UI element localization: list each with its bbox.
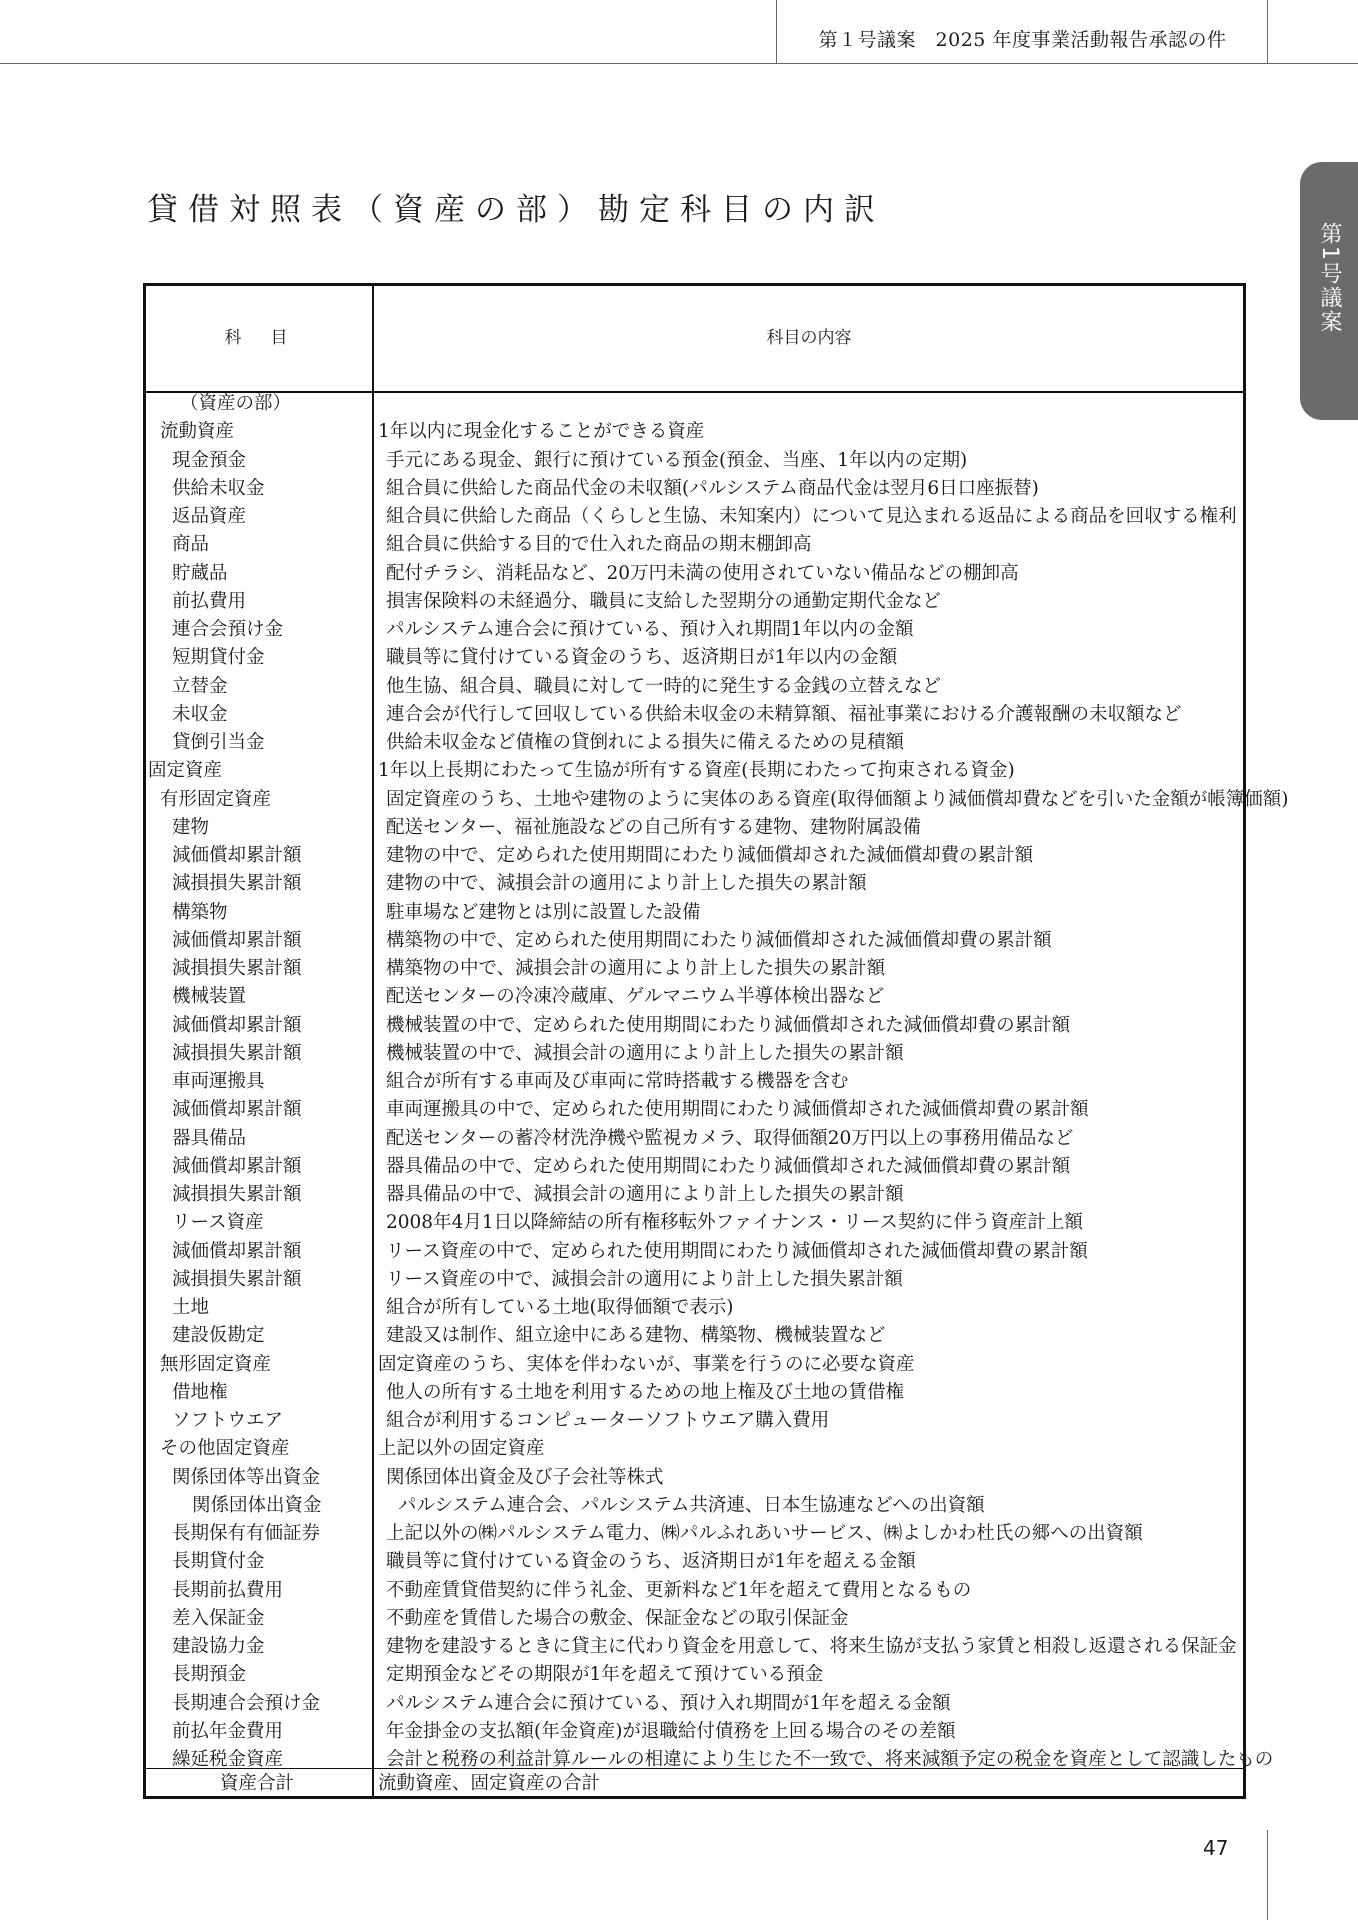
- table-row: [146, 1322, 1243, 1350]
- account-description: 組合員に供給した商品（くらしと生協、未知案内）について見込まれる返品による商品を回収する権利: [386, 506, 1237, 527]
- account-name: 器具備品: [172, 1127, 247, 1149]
- table-row: [146, 644, 1243, 672]
- account-description: 構築物の中で、減損会計の適用により計上した損失の累計額: [386, 958, 886, 979]
- account-description: 1年以内に現金化することができる資産: [378, 421, 705, 443]
- account-name: 機械装置: [172, 986, 247, 1008]
- account-description: 関係団体出資金及び子会社等株式: [386, 1466, 664, 1488]
- account-name: 減価償却累計額: [172, 1240, 302, 1262]
- account-name: 構築物: [172, 901, 228, 923]
- account-name: 現金預金: [172, 449, 247, 471]
- account-description: 配送センター、福祉施設などの自己所有する建物、建物附属設備: [386, 816, 922, 838]
- table-row: [146, 701, 1243, 729]
- account-name: 繰延税金資産: [172, 1749, 284, 1770]
- account-description: 手元にある現金、銀行に預けている預金(預金、当座、1年以内の定期): [386, 449, 968, 471]
- table-row: [146, 1690, 1243, 1718]
- header-divider-left: [776, 0, 777, 64]
- account-name: 減損損失累計額: [172, 1184, 302, 1205]
- account-description: 配付チラシ、消耗品など、20万円未満の使用されていない備品などの棚卸高: [386, 562, 1019, 584]
- account-description: 駐車場など建物とは別に設置した設備: [386, 901, 701, 923]
- account-description: 配送センターの蓄冷材洗浄機や監視カメラ、取得価額20万円以上の事務用備品など: [386, 1127, 1074, 1149]
- account-name: 減価償却累計額: [172, 1014, 302, 1036]
- table-row: [146, 1661, 1243, 1689]
- account-description: 固定資産のうち、実体を伴わないが、事業を行うのに必要な資産: [378, 1353, 915, 1375]
- account-name: 貯蔵品: [172, 562, 228, 584]
- account-description: 他人の所有する土地を利用するための地上権及び土地の賃借権: [386, 1381, 905, 1403]
- table-row: [146, 1492, 1243, 1520]
- account-description: 建物を建設するときに貸主に代わり資金を用意して、将来生協が支払う家賃と相殺し返還される保証金: [386, 1636, 1237, 1657]
- account-description: 組合が利用するコンピューターソフトウエア購入費用: [386, 1410, 830, 1431]
- account-description: 車両運搬具の中で、定められた使用期間にわたり減価償却された減価償却費の累計額: [386, 1099, 1089, 1121]
- account-name: 建設協力金: [172, 1636, 265, 1657]
- account-description: 固定資産のうち、土地や建物のように実体のある資産(取得価額より減価償却費などを引いた金額が帳簿価額): [386, 788, 1289, 810]
- table-row: [146, 786, 1289, 814]
- account-name: 減価償却累計額: [172, 929, 302, 951]
- account-name: 長期連合会預け金: [172, 1692, 321, 1714]
- account-name: 無形固定資産: [160, 1353, 272, 1375]
- account-description: パルシステム連合会に預けている、預け入れ期間1年以内の金額: [386, 619, 914, 640]
- column-header-description: 科目の内容: [766, 328, 852, 348]
- account-description: パルシステム連合会、パルシステム共済連、日本生協連などへの出資額: [398, 1494, 985, 1516]
- account-name: 建設仮勘定: [172, 1325, 265, 1347]
- table-row: [146, 1435, 1243, 1463]
- account-description: 年金掛金の支払額(年金資産)が退職給付債務を上回る場合のその差額: [386, 1720, 956, 1742]
- table-body: [146, 390, 1289, 1774]
- account-description: 構築物の中で、定められた使用期間にわたり減価償却された減価償却費の累計額: [386, 929, 1052, 951]
- account-name: 減損損失累計額: [172, 958, 302, 979]
- account-name: 減損損失累計額: [172, 1042, 302, 1064]
- account-description: 器具備品の中で、減損会計の適用により計上した損失の累計額: [386, 1184, 904, 1205]
- table-row: [146, 729, 1243, 757]
- account-name: 供給未収金: [172, 477, 265, 499]
- account-description: 他生協、組合員、職員に対して一時的に発生する金銭の立替えなど: [386, 675, 942, 697]
- total-account: 資産合計: [220, 1773, 295, 1794]
- table-row: [146, 390, 1243, 418]
- table-row: [146, 1520, 1243, 1548]
- table-row: [146, 673, 1243, 701]
- account-description: パルシステム連合会に預けている、預け入れ期間が1年を超える金額: [386, 1692, 951, 1714]
- table-row: [146, 447, 1243, 475]
- page-title: 貸借対照表（資産の部）勘定科目の内訳: [147, 192, 885, 228]
- table-row: [146, 1718, 1243, 1746]
- account-description: 建物の中で、定められた使用期間にわたり減価償却された減価償却費の累計額: [386, 845, 1034, 866]
- account-name: 貸倒引当金: [172, 732, 265, 753]
- table-row: [146, 1605, 1243, 1633]
- table-row: [146, 503, 1243, 531]
- table-row: [146, 899, 1243, 927]
- account-description: 上記以外の固定資産: [378, 1438, 545, 1460]
- account-name: 固定資産: [148, 760, 223, 782]
- account-description: リース資産の中で、減損会計の適用により計上した損失累計額: [386, 1268, 903, 1290]
- page-number: 47: [1203, 1836, 1229, 1860]
- account-name: 減損損失累計額: [172, 1268, 302, 1290]
- account-description: 定期預金などその期限が1年を超えて預けている預金: [386, 1664, 824, 1686]
- account-name: 減価償却累計額: [172, 845, 302, 866]
- side-tab-label: 第1号議案: [1317, 222, 1342, 334]
- table-row: [146, 870, 1243, 898]
- account-name: 前払年金費用: [172, 1720, 284, 1742]
- table-row: [146, 927, 1243, 955]
- account-name: 長期預金: [172, 1664, 247, 1686]
- table-row: [146, 842, 1243, 870]
- table-row: [146, 588, 1243, 616]
- account-name: 減価償却累計額: [172, 1155, 302, 1177]
- account-description: 建物の中で、減損会計の適用により計上した損失の累計額: [386, 873, 867, 895]
- table-row: [146, 616, 1243, 644]
- account-description: 損害保険料の未経過分、職員に支給した翌期分の通勤定期代金など: [386, 590, 942, 612]
- table-row: [146, 983, 1243, 1011]
- account-description: 組合員に供給する目的で仕入れた商品の期末棚卸高: [386, 534, 812, 556]
- column-header-account: 科 目: [224, 328, 294, 348]
- account-description: 職員等に貸付けている資金のうち、返済期日が1年以内の金額: [386, 647, 898, 669]
- account-name: 長期保有有価証券: [172, 1523, 321, 1544]
- table-row: [146, 1577, 1243, 1605]
- account-name: （資産の部）: [180, 393, 292, 414]
- table-row: [146, 1125, 1243, 1153]
- table-row: [146, 757, 1243, 785]
- table-row: [146, 1351, 1243, 1379]
- account-description: 建設又は制作、組立途中にある建物、構築物、機械装置など: [386, 1325, 886, 1347]
- table-row: [146, 1209, 1243, 1237]
- account-description: 不動産を賃借した場合の敷金、保証金などの取引保証金: [386, 1607, 849, 1629]
- table-row: [146, 1266, 1243, 1294]
- account-description: 配送センターの冷凍冷蔵庫、ゲルマニウム半導体検出器など: [386, 986, 885, 1008]
- table-row: [146, 1012, 1243, 1040]
- account-name: 関係団体出資金: [192, 1494, 322, 1516]
- account-name: 返品資産: [172, 506, 247, 527]
- table-row: [146, 1181, 1243, 1209]
- header-rule: [0, 63, 1358, 64]
- account-name: ソフトウエア: [172, 1410, 284, 1431]
- account-description: 組合が所有する車両及び車両に常時搭載する機器を含む: [386, 1071, 849, 1092]
- account-description: 組合員に供給した商品代金の未収額(パルシステム商品代金は翌月6日口座振替): [386, 477, 1039, 499]
- account-name: 前払費用: [172, 590, 247, 612]
- account-name: 長期前払費用: [172, 1579, 284, 1601]
- table-row: [146, 531, 1243, 559]
- account-name: 流動資産: [160, 421, 235, 443]
- account-name: 減価償却累計額: [172, 1099, 302, 1121]
- table-row: [146, 1379, 1243, 1407]
- account-name: その他固定資産: [160, 1438, 290, 1460]
- account-description: 機械装置の中で、減損会計の適用により計上した損失の累計額: [386, 1042, 904, 1064]
- table-row: [146, 1096, 1243, 1124]
- total-description: 流動資産、固定資産の合計: [378, 1773, 601, 1794]
- account-description: 連合会が代行して回収している供給未収金の未精算額、福祉事業における介護報酬の未収額など: [386, 703, 1182, 725]
- account-description: 供給未収金など債権の貸倒れによる損失に備えるための見積額: [386, 732, 905, 753]
- account-name: 減損損失累計額: [172, 873, 302, 895]
- header-divider-right: [1267, 0, 1268, 64]
- table-row: [146, 418, 1243, 446]
- account-name: 未収金: [172, 703, 228, 725]
- account-name: 立替金: [172, 675, 228, 697]
- account-description: 1年以上長期にわたって生協が所有する資産(長期にわたって拘束される資金): [378, 760, 1015, 782]
- account-description: 器具備品の中で、定められた使用期間にわたり減価償却された減価償却費の累計額: [386, 1155, 1071, 1177]
- table-row: [146, 475, 1243, 503]
- table-row: [146, 1238, 1243, 1266]
- account-name: 短期貸付金: [172, 647, 265, 669]
- table-row: [146, 1153, 1243, 1181]
- table-row: [146, 1040, 1243, 1068]
- account-description: 組合が所有している土地(取得価額で表示): [386, 1297, 734, 1318]
- table-row: [146, 1407, 1243, 1435]
- account-description: 機械装置の中で、定められた使用期間にわたり減価償却された減価償却費の累計額: [386, 1014, 1071, 1036]
- account-description: 会計と税務の利益計算ルールの相違により生じた不一致で、将来減額予定の税金を資産として認識したもの: [386, 1749, 1274, 1770]
- running-header: 第１号議案 2025 年度事業活動報告承認の件: [818, 29, 1227, 51]
- account-name: 関係団体等出資金: [172, 1466, 321, 1488]
- table-row: [146, 1464, 1243, 1492]
- account-name: リース資産: [172, 1212, 264, 1234]
- account-description: 職員等に貸付けている資金のうち、返済期日が1年を超える金額: [386, 1551, 916, 1573]
- table-row: [146, 1294, 1243, 1322]
- account-name: 差入保証金: [172, 1607, 265, 1629]
- footer-divider: [1267, 1830, 1268, 1920]
- table-row: [146, 955, 1243, 983]
- account-name: 有形固定資産: [160, 788, 272, 810]
- account-name: 車両運搬具: [172, 1071, 265, 1092]
- table-row: [146, 560, 1243, 588]
- table-row: [146, 1548, 1243, 1576]
- account-name: 商品: [172, 534, 210, 556]
- account-description: 不動産賃貸借契約に伴う礼金、更新料など1年を超えて費用となるもの: [386, 1579, 972, 1601]
- table-row: [146, 1633, 1243, 1661]
- account-description: リース資産の中で、定められた使用期間にわたり減価償却された減価償却費の累計額: [386, 1240, 1088, 1262]
- total-row: [146, 1770, 1243, 1798]
- table-row: [146, 814, 1243, 842]
- account-name: 建物: [172, 816, 210, 838]
- account-description: 上記以外の㈱パルシステム電力、㈱パルふれあいサービス、㈱よしかわ杜氏の郷への出資額: [386, 1523, 1143, 1544]
- account-description: 2008年4月1日以降締結の所有権移転外ファイナンス・リース契約に伴う資産計上額: [386, 1212, 1083, 1234]
- account-name: 連合会預け金: [172, 619, 284, 640]
- account-name: 長期貸付金: [172, 1551, 265, 1573]
- table-row: [146, 1068, 1243, 1096]
- account-name: 借地権: [172, 1381, 228, 1403]
- account-name: 土地: [172, 1297, 210, 1318]
